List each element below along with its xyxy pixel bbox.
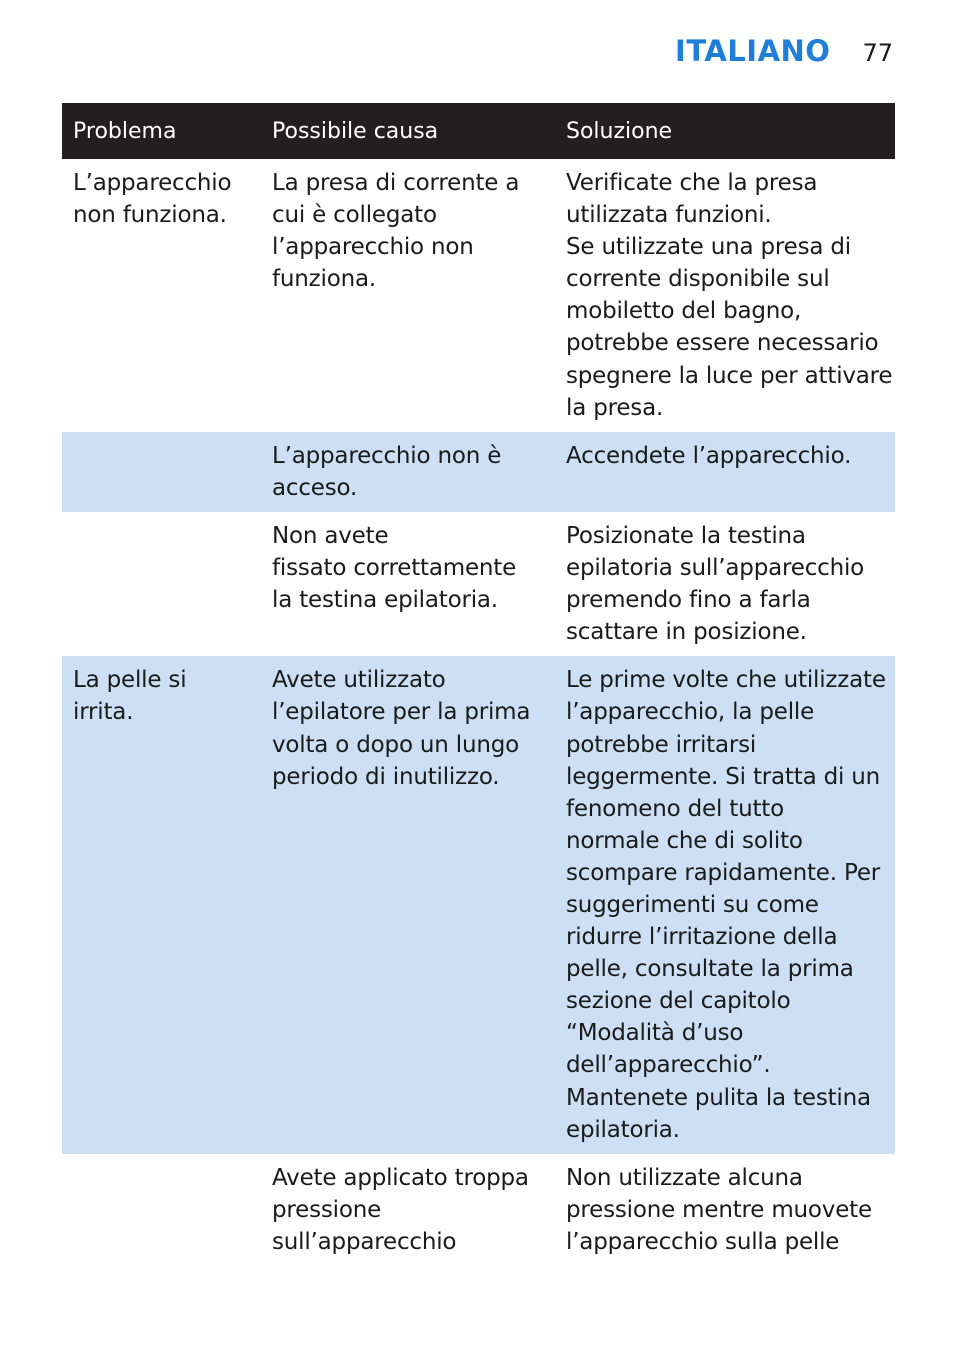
table-row	[62, 159, 895, 432]
table-header-row	[62, 103, 895, 159]
cause-cell: Avete applicato troppa pressione sull’apparecchio	[272, 1164, 529, 1255]
cause-cell: Non avete fissato correttamente la testina epilatoria.	[272, 522, 517, 614]
problem-cell: L’apparecchio non funziona.	[73, 170, 232, 229]
cause-cell: Avete utilizzato l’epilatore per la prima volta o dopo un lungo periodo di inutilizzo.	[272, 667, 531, 790]
table-row	[62, 1154, 895, 1266]
cause-cell: L’apparecchio non è acceso.	[272, 442, 502, 501]
table-row	[62, 512, 895, 656]
page-number: 77	[862, 39, 893, 67]
column-header-solution: Soluzione	[566, 118, 673, 144]
troubleshooting-table	[62, 103, 895, 1266]
solution-cell: Accendete l’apparecchio.	[566, 442, 852, 469]
solution-cell: Le prime volte che utilizzate l’apparecchio, la pelle potrebbe irritarsi leggermente. Si tratta di un fenomeno del tutto normale che di solito scompare rapidamente. Per suggerimenti su come ridurre l’irritazione della pelle, consultate la prima sezione del capitolo “Modalità d’uso dell’apparecchio”. Mantenete pulita la testina epilatoria.	[566, 667, 886, 1143]
section-title: ITALIANO	[675, 34, 831, 68]
solution-cell: Verificate che la presa utilizzata funzioni. Se utilizzate una presa di corrente disponibile sul mobiletto del bagno, potrebbe essere necessario spegnere la luce per attivare la presa.	[566, 170, 893, 421]
solution-cell: Non utilizzate alcuna pressione mentre muovete l’apparecchio sulla pelle	[566, 1164, 872, 1255]
problem-cell	[62, 1162, 261, 1258]
column-header-problem: Problema	[73, 118, 177, 144]
problem-cell	[62, 520, 261, 648]
column-header-cause: Possibile causa	[272, 118, 439, 144]
problem-cell: La pelle si irrita.	[73, 667, 187, 726]
table-row	[62, 432, 895, 512]
solution-cell: Posizionate la testina epilatoria sull’apparecchio premendo fino a farla scattare in posizione.	[566, 522, 865, 646]
cause-cell: La presa di corrente a cui è collegato l’apparecchio non funziona.	[272, 170, 520, 293]
problem-cell	[62, 440, 261, 504]
page-header	[675, 34, 893, 68]
table-row	[62, 656, 895, 1153]
